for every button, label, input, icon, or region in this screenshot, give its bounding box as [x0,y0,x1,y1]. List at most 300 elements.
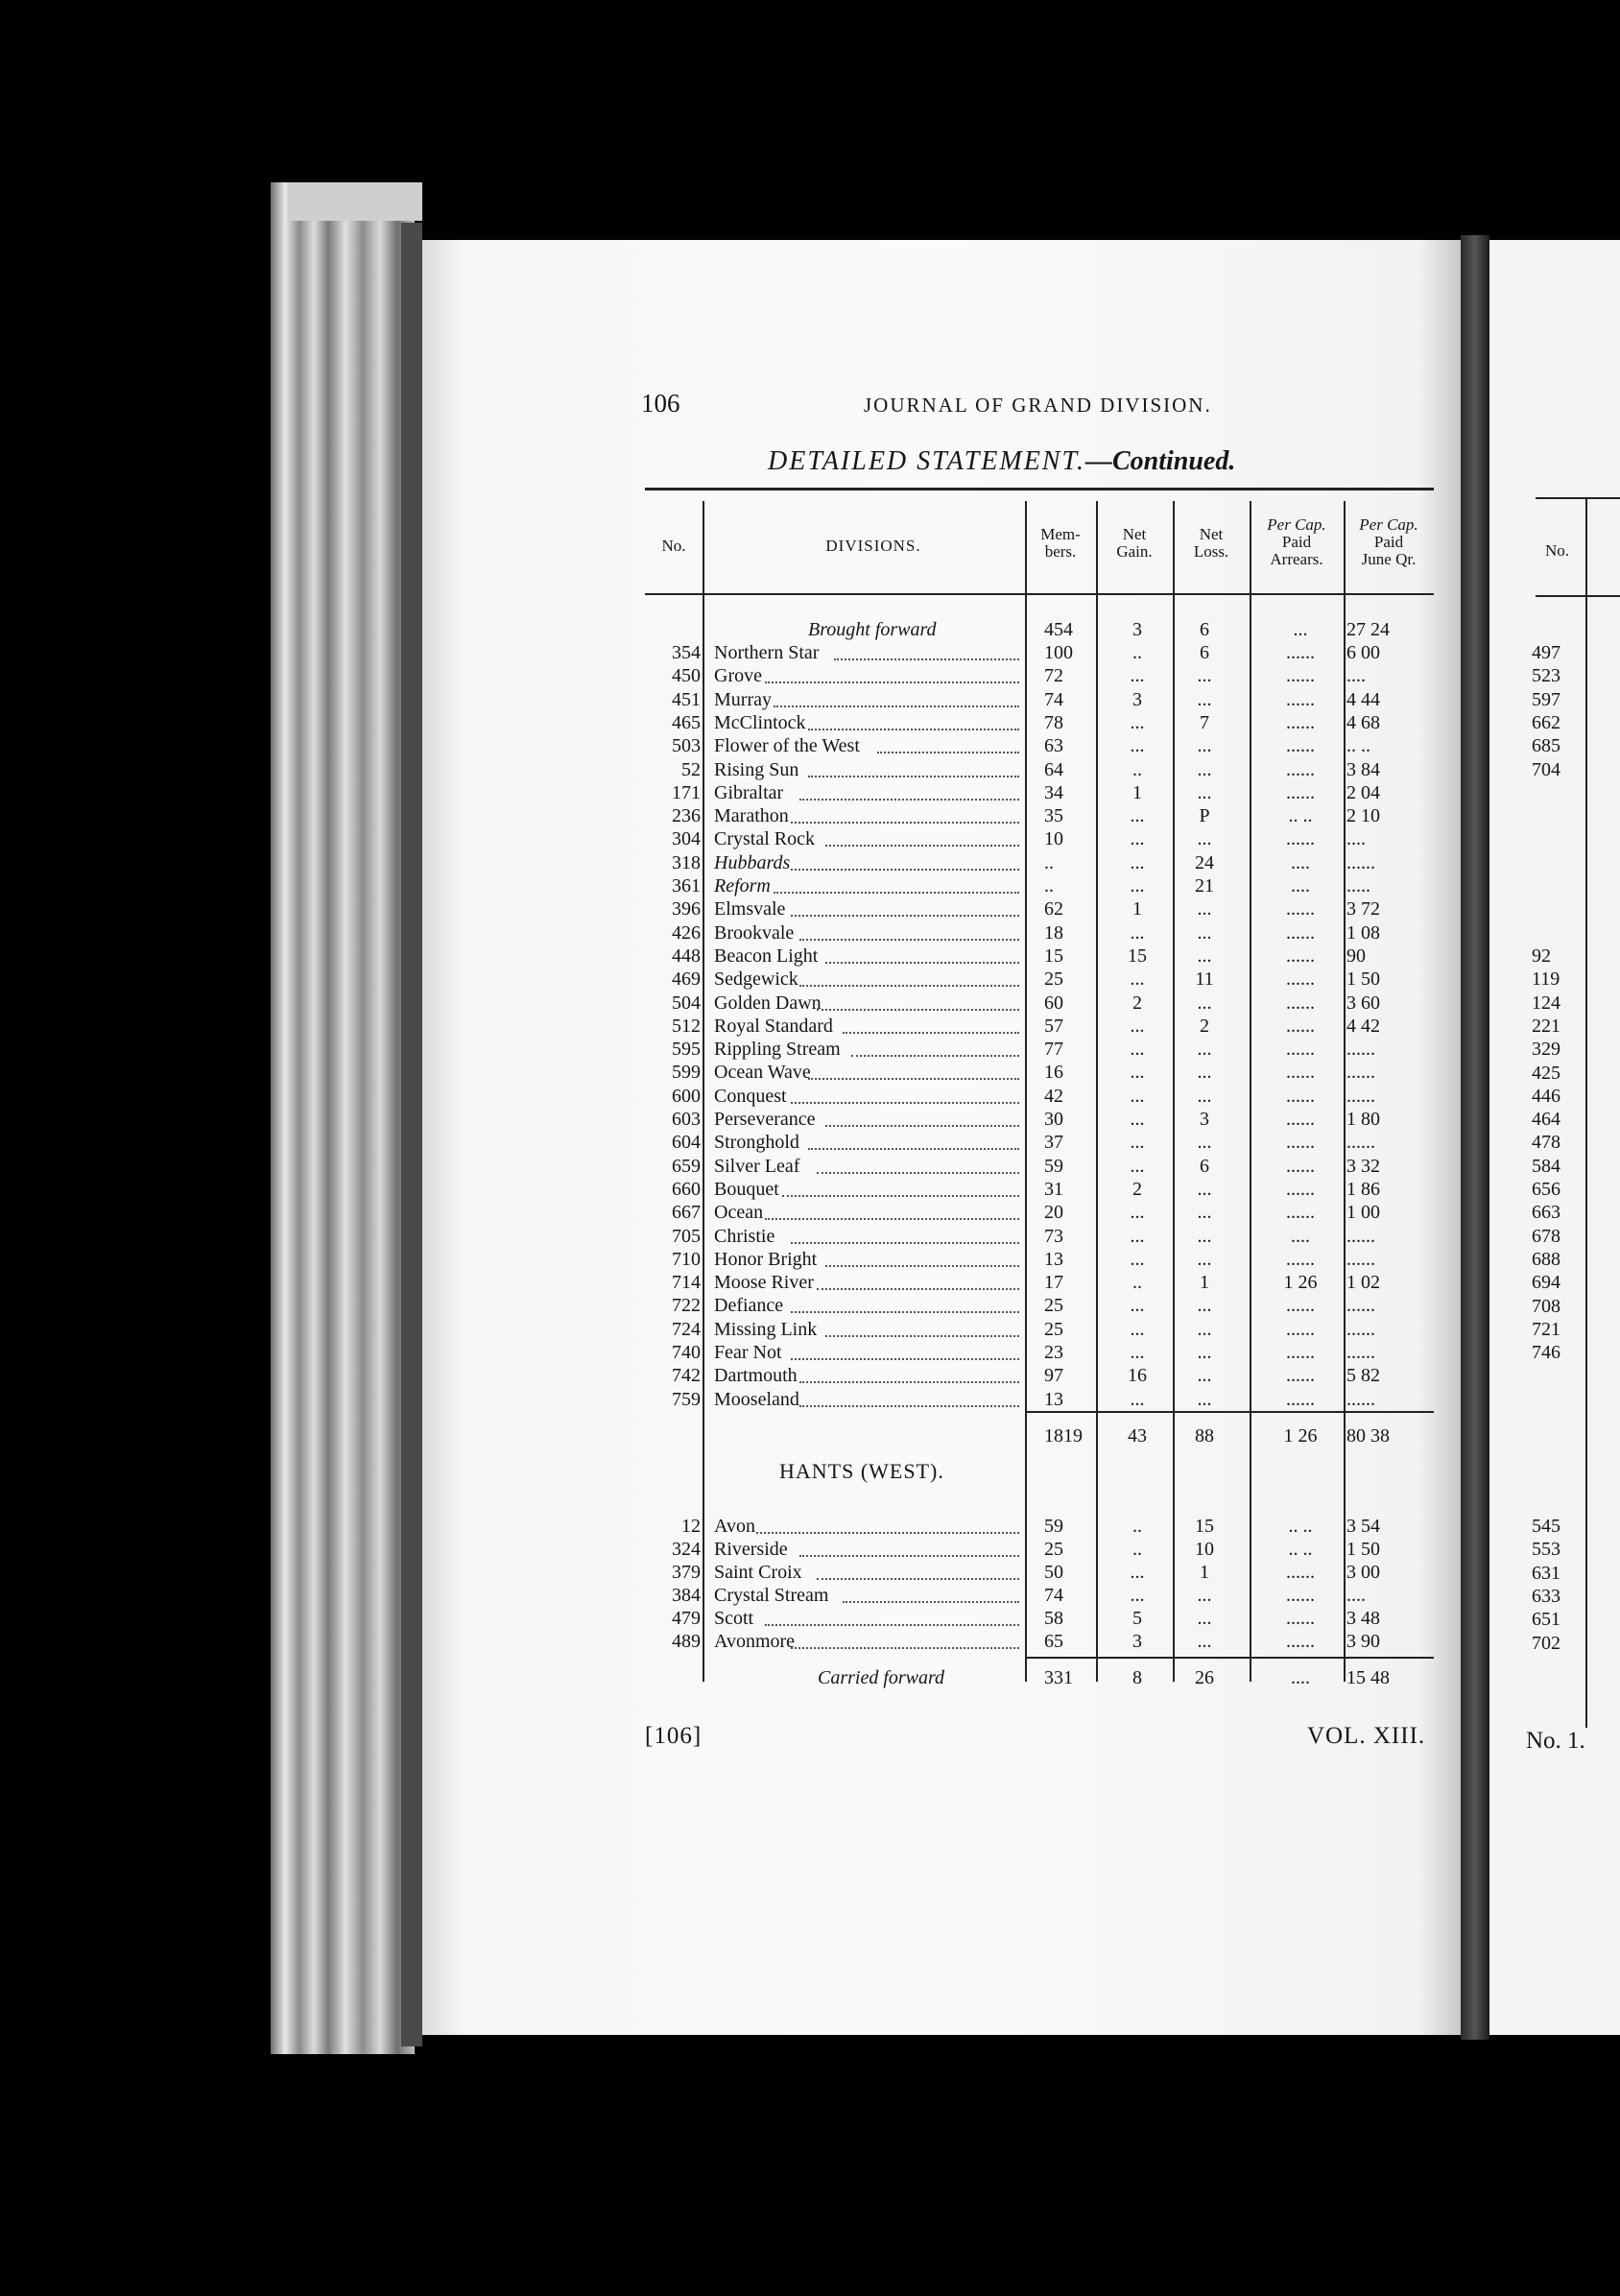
division-name: Rising Sun [714,758,799,780]
net-loss-cell: ... [1197,945,1212,967]
rp-division-number: 633 [1532,1585,1560,1607]
dot-leader [817,1009,1019,1011]
dot-leader [791,1358,1019,1360]
members-cell: 15 [1044,945,1063,967]
division-name: Moose River [714,1272,814,1294]
june-cell: ...... [1346,1132,1375,1154]
rp-division-number: 704 [1532,758,1560,780]
net-loss-cell: ... [1197,1631,1212,1652]
net-gain-cell: ... [1130,851,1145,873]
members-cell: 30 [1044,1109,1063,1130]
division-number: 714 [672,1272,701,1294]
carried-forward-gain: 8 [1132,1667,1142,1688]
dot-leader [808,1078,1019,1080]
net-loss-cell: ... [1197,1585,1212,1606]
members-cell: 10 [1044,828,1063,850]
net-gain-cell: ... [1130,665,1145,687]
page-edges [271,182,415,2054]
net-loss-cell: ... [1197,1342,1212,1363]
rp-division-number: 92 [1532,945,1551,967]
june-cell: 1 80 [1346,1109,1380,1130]
division-number: 171 [672,781,701,803]
division-name: McClintock [714,711,806,733]
statement-title-main: DETAILED STATEMENT. [768,446,1085,476]
net-loss-cell: 6 [1200,642,1209,663]
division-name: Fear Not [714,1342,782,1363]
rp-division-number: 721 [1532,1318,1560,1340]
col-head-divisions: DIVISIONS. [825,537,921,555]
arrears-cell: .... [1291,851,1310,873]
division-number: 604 [672,1132,701,1154]
members-cell: 72 [1044,665,1063,687]
rp-header-rule [1536,595,1620,597]
dot-leader [825,1335,1019,1337]
members-cell: 78 [1044,711,1063,733]
carried-forward-members: 331 [1044,1667,1073,1688]
division-name: Stronghold [714,1132,799,1154]
col-head-loss-1: Net [1199,525,1224,543]
june-cell: 6 00 [1346,642,1380,663]
members-cell: .. [1044,875,1054,897]
division-number: 361 [672,875,701,897]
division-name: Bouquet [714,1178,779,1200]
rp-division-number: 478 [1532,1132,1560,1154]
col-head-june-1: Per Cap. [1359,515,1418,534]
division-number: 660 [672,1178,701,1200]
net-loss-cell: 3 [1200,1109,1209,1130]
dot-leader [791,1647,1019,1649]
members-cell: 57 [1044,1015,1063,1037]
book-spine [1461,235,1489,2040]
table-row [643,1515,1440,1538]
net-gain-cell: 3 [1132,1631,1142,1652]
net-gain-cell: ... [1130,1585,1145,1606]
footer-page-ref: [106] [645,1723,703,1749]
dot-leader [791,869,1019,871]
net-gain-cell: ... [1130,735,1145,757]
net-gain-cell: ... [1130,1295,1145,1317]
dot-leader [877,752,1019,753]
arrears-cell: .... [1291,875,1310,897]
table-row [643,1085,1440,1108]
table-row [643,1318,1440,1341]
table-row [643,641,1440,664]
net-gain-cell: 15 [1128,945,1147,967]
june-cell: ...... [1346,1248,1375,1270]
net-gain-cell: ... [1130,1318,1145,1340]
net-gain-cell: ... [1130,1039,1145,1061]
net-loss-cell: ... [1197,758,1212,780]
division-name: Perseverance [714,1109,816,1130]
members-cell: 25 [1044,969,1063,991]
members-cell: 62 [1044,898,1063,921]
arrears-cell: ...... [1286,1295,1315,1317]
net-loss-cell: 15 [1195,1516,1214,1537]
june-cell: 1 02 [1346,1272,1380,1294]
subtotal-rule [1025,1411,1434,1413]
table-row [643,1561,1440,1584]
brought-forward-arrears: ... [1293,619,1308,640]
brought-forward-row [643,618,1440,641]
dot-leader [808,1148,1019,1150]
june-cell: ...... [1346,1388,1375,1410]
division-number: 740 [672,1342,701,1363]
net-gain-cell: ... [1130,1109,1145,1130]
division-name: Brookvale [714,921,795,944]
june-cell: 1 50 [1346,969,1380,991]
division-name: Hubbards [714,851,791,873]
net-loss-cell: 1 [1200,1562,1209,1583]
rp-division-number: 119 [1532,969,1560,991]
arrears-cell: ...... [1286,828,1315,850]
net-gain-cell: ... [1130,1388,1145,1410]
division-name: Ocean Wave [714,1062,811,1084]
net-loss-cell: ... [1197,1202,1212,1224]
table-row [643,945,1440,968]
rp-division-number: 446 [1532,1085,1560,1107]
members-cell: 60 [1044,992,1063,1014]
arrears-cell: ...... [1286,735,1315,757]
rp-division-number: 656 [1532,1179,1560,1200]
page-edges-top [288,182,422,221]
brought-forward-loss: 6 [1200,619,1209,640]
col-head-arrears-2: Paid [1281,533,1312,551]
division-number: 52 [681,758,701,780]
col-head-june-3: June Qr. [1361,550,1417,568]
net-gain-cell: ... [1130,1202,1145,1224]
net-gain-cell: .. [1132,1272,1142,1294]
june-cell: ...... [1346,1062,1375,1084]
june-cell: 1 00 [1346,1202,1380,1224]
division-name: Murray [714,688,772,710]
june-cell: 1 08 [1346,921,1380,944]
net-gain-cell: ... [1130,711,1145,733]
col-head-june-2: Paid [1373,533,1404,551]
table-row [643,874,1440,897]
members-cell: 59 [1044,1155,1063,1177]
col-head-gain-2: Gain. [1116,542,1153,561]
rp-division-number: 497 [1532,642,1560,663]
net-loss-cell: ... [1197,665,1212,687]
members-cell: 34 [1044,781,1063,803]
net-gain-cell: 1 [1132,781,1142,803]
net-loss-cell: 6 [1200,1155,1209,1177]
net-loss-cell: 1 [1200,1272,1209,1294]
rp-division-number: 631 [1532,1562,1560,1584]
members-cell: 18 [1044,921,1063,944]
net-gain-cell: .. [1132,758,1142,780]
rp-division-number: 708 [1532,1295,1560,1317]
division-name: Elmsvale [714,898,786,921]
members-cell: 65 [1044,1631,1063,1652]
arrears-cell: ...... [1286,758,1315,780]
rp-division-number: 597 [1532,688,1560,710]
table-row [643,664,1440,687]
carried-forward-june: 15 48 [1346,1667,1390,1688]
carried-forward-arrears: .... [1291,1667,1310,1688]
division-name: Golden Dawn [714,992,822,1014]
table-row [643,851,1440,874]
net-gain-cell: ... [1130,875,1145,897]
june-cell: 1 86 [1346,1178,1380,1200]
rp-division-number: 425 [1532,1062,1560,1084]
net-loss-cell: ... [1197,1365,1212,1387]
brought-forward-june: 27 24 [1346,619,1390,640]
dot-leader [817,1172,1019,1174]
col-head-loss-2: Loss. [1193,542,1229,561]
june-cell: ...... [1346,1225,1375,1247]
arrears-cell: .... [1291,1225,1310,1247]
arrears-cell: ...... [1286,1608,1315,1629]
june-cell: 5 82 [1346,1365,1380,1387]
net-loss-cell: ... [1197,1248,1212,1270]
members-cell: 37 [1044,1132,1063,1154]
col-head-arrears [1250,516,1344,568]
division-number: 379 [672,1562,701,1583]
col-head-loss [1173,526,1250,561]
members-cell: 74 [1044,688,1063,710]
table-row [643,1131,1440,1154]
division-number: 450 [672,665,701,687]
division-number: 504 [672,992,701,1014]
arrears-cell: ...... [1286,1015,1315,1037]
table-row [643,1201,1440,1224]
arrears-cell: ...... [1286,1085,1315,1107]
arrears-cell: ...... [1286,1562,1315,1583]
june-cell: 4 68 [1346,711,1380,733]
net-gain-cell: 5 [1132,1608,1142,1629]
net-loss-cell: ... [1197,735,1212,757]
rp-footer: No. 1. [1526,1728,1585,1754]
table-row [643,1271,1440,1294]
arrears-cell: ...... [1286,1062,1315,1084]
brought-forward-members: 454 [1044,619,1073,640]
table-row [643,711,1440,734]
division-number: 512 [672,1015,701,1037]
net-loss-cell: ... [1197,1085,1212,1107]
table-row [643,758,1440,781]
june-cell: 4 42 [1346,1015,1380,1037]
net-loss-cell: 21 [1195,875,1214,897]
dot-leader [765,682,1019,683]
net-loss-cell: 11 [1195,969,1214,991]
dot-leader [825,845,1019,847]
table-row [643,734,1440,757]
dot-leader [817,1578,1019,1580]
carried-forward-label: Carried forward [818,1667,945,1688]
division-number: 318 [672,851,701,873]
rp-division-number: 694 [1532,1272,1560,1294]
dot-leader [808,776,1019,777]
june-cell: 1 50 [1346,1539,1380,1560]
division-number: 759 [672,1388,701,1410]
division-number: 384 [672,1585,701,1606]
dot-leader [791,1242,1019,1244]
members-cell: 13 [1044,1248,1063,1270]
dot-leader [799,1555,1019,1557]
division-name: Northern Star [714,642,820,663]
col-head-arrears-1: Per Cap. [1267,515,1326,534]
members-cell: 25 [1044,1295,1063,1317]
members-cell: 42 [1044,1085,1063,1107]
division-number: 724 [672,1318,701,1340]
net-gain-cell: ... [1130,805,1145,827]
net-loss-cell: ... [1197,1178,1212,1200]
dot-leader [791,822,1019,824]
dot-leader [799,985,1019,987]
table-row [643,1630,1440,1653]
division-number: 600 [672,1085,701,1107]
arrears-cell: ...... [1286,1585,1315,1606]
arrears-cell: ...... [1286,1155,1315,1177]
members-cell: 35 [1044,805,1063,827]
col-head-no: No. [661,537,686,555]
dot-leader [834,658,1019,660]
members-cell: 63 [1044,735,1063,757]
arrears-cell: ...... [1286,642,1315,663]
division-number: 354 [672,642,701,663]
members-cell: 77 [1044,1039,1063,1061]
members-cell: 97 [1044,1365,1063,1387]
division-name: Avon [714,1516,755,1537]
june-cell: 3 00 [1346,1562,1380,1583]
arrears-cell: ...... [1286,1132,1315,1154]
rp-top-rule [1536,497,1620,499]
arrears-cell: .. .. [1288,1516,1313,1537]
rp-division-number: 553 [1532,1539,1560,1561]
dot-leader [825,1265,1019,1267]
dot-leader [765,1218,1019,1220]
division-number: 324 [672,1539,701,1560]
section-title: HANTS (WEST). [779,1459,944,1483]
division-name: Conquest [714,1085,787,1107]
dot-leader [825,962,1019,964]
dot-leader [843,1601,1019,1603]
june-cell: .... [1346,1585,1366,1606]
june-cell: 3 72 [1346,898,1380,921]
net-gain-cell: ... [1130,1015,1145,1037]
rp-division-number: 221 [1532,1015,1560,1037]
table-row [643,1015,1440,1038]
net-loss-cell: 2 [1200,1015,1209,1037]
division-number: 396 [672,898,701,921]
june-cell: 3 32 [1346,1155,1380,1177]
division-number: 710 [672,1248,701,1270]
june-cell: .... [1346,665,1366,687]
net-loss-cell: ... [1197,1318,1212,1340]
subtotal-row [643,1424,1440,1447]
net-loss-cell: ... [1197,992,1212,1014]
june-cell: 4 44 [1346,688,1380,710]
rp-division-number: 678 [1532,1225,1560,1247]
gutter-shadow [401,223,422,2046]
net-loss-cell: ... [1197,1388,1212,1410]
june-cell: 3 84 [1346,758,1380,780]
table-row [643,1538,1440,1561]
dot-leader [765,1624,1019,1626]
net-gain-cell: 16 [1128,1365,1147,1387]
dot-leader [791,1311,1019,1313]
rp-division-number: 663 [1532,1202,1560,1224]
net-loss-cell: ... [1197,898,1212,921]
members-cell: 100 [1044,642,1073,663]
division-name: Gibraltar [714,781,784,803]
net-loss-cell: ... [1197,1295,1212,1317]
col-head-june [1344,516,1434,568]
rp-division-number: 702 [1532,1632,1560,1654]
june-cell: 3 60 [1346,992,1380,1014]
rp-division-number: 651 [1532,1609,1560,1631]
arrears-cell: .. .. [1288,805,1313,827]
col-head-members [1025,526,1096,561]
rp-division-number: 464 [1532,1109,1560,1131]
division-name: Avonmore [714,1631,796,1652]
carried-forward-loss: 26 [1195,1667,1214,1688]
brought-forward-label: Brought forward [808,619,937,640]
members-cell: 20 [1044,1202,1063,1224]
table-row [643,1364,1440,1387]
division-name: Grove [714,665,762,687]
dot-leader [799,799,1019,801]
june-cell: .. .. [1346,735,1370,757]
subtotal-arrears: 1 26 [1283,1425,1318,1447]
net-loss-cell: ... [1197,1225,1212,1247]
page-number: 106 [641,389,680,418]
division-name: Crystal Stream [714,1585,829,1606]
members-cell: 64 [1044,758,1063,780]
net-gain-cell: 2 [1132,1178,1142,1200]
members-cell: 23 [1044,1342,1063,1363]
running-title: JOURNAL OF GRAND DIVISION. [864,394,1212,417]
june-cell: 3 54 [1346,1516,1380,1537]
table-row [643,804,1440,827]
members-cell: 16 [1044,1062,1063,1084]
division-number: 479 [672,1608,701,1629]
table-row [643,968,1440,991]
arrears-cell: ...... [1286,898,1315,921]
june-cell: ...... [1346,1039,1375,1061]
division-number: 599 [672,1062,701,1084]
division-name: Scott [714,1608,754,1629]
dot-leader [756,1532,1019,1534]
division-number: 469 [672,969,701,991]
net-loss-cell: ... [1197,921,1212,944]
division-name: Mooseland [714,1388,799,1410]
members-cell: 17 [1044,1272,1063,1294]
rp-division-number: 124 [1532,992,1560,1014]
arrears-cell: 1 26 [1283,1272,1318,1294]
division-number: 667 [672,1202,701,1224]
dot-leader [774,892,1019,894]
net-gain-cell: ... [1130,1562,1145,1583]
table-row [643,1061,1440,1084]
june-cell: 2 10 [1346,805,1380,827]
division-name: Sedgewick [714,969,798,991]
net-gain-cell: ... [1130,1225,1145,1247]
members-cell: 73 [1044,1225,1063,1247]
arrears-cell: ...... [1286,1109,1315,1130]
net-gain-cell: ... [1130,828,1145,850]
rp-division-number: 688 [1532,1248,1560,1270]
net-gain-cell: ... [1130,969,1145,991]
division-number: 722 [672,1295,701,1317]
rp-header-no: No. [1545,541,1570,560]
division-name: Crystal Rock [714,828,815,850]
net-loss-cell: ... [1197,1608,1212,1629]
division-name: Reform [714,875,771,897]
division-name: Silver Leaf [714,1155,800,1177]
arrears-cell: ...... [1286,1365,1315,1387]
